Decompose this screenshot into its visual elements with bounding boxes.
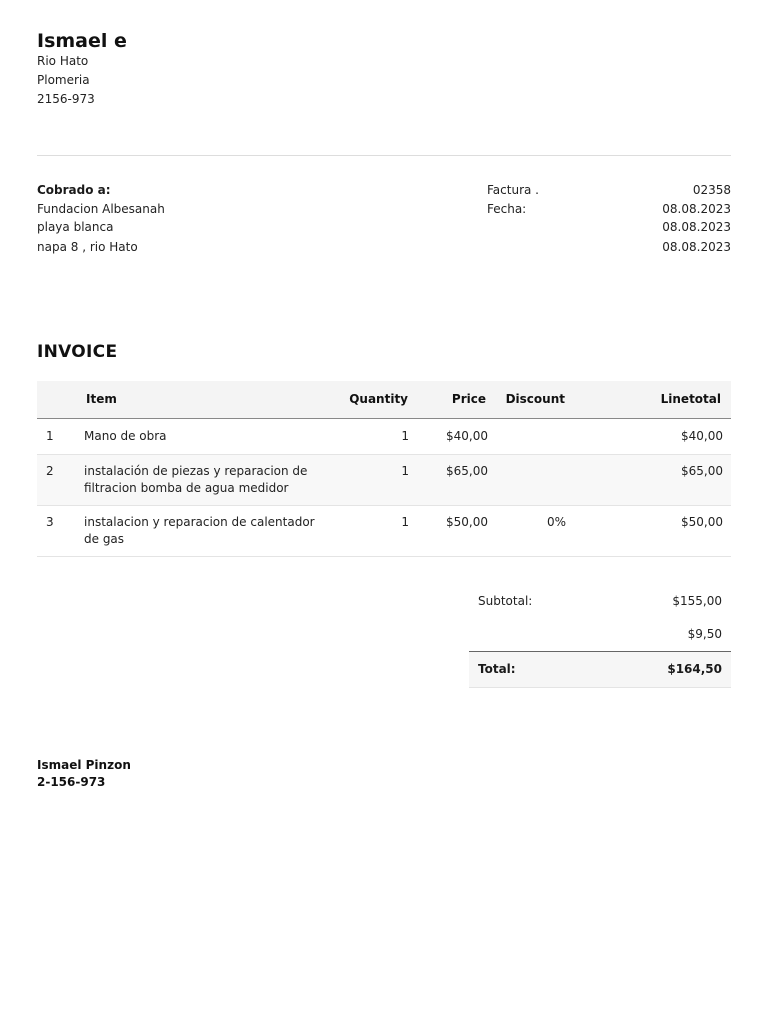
table-row (37, 506, 731, 557)
billed-to-name: Fundacion Albesanah (37, 202, 165, 216)
row-price: $65,00 (446, 464, 488, 478)
row-price: $40,00 (446, 429, 488, 443)
header-discount: Discount (505, 392, 565, 406)
row-linetotal: $65,00 (681, 464, 723, 478)
sender-name: Ismael e (37, 30, 127, 52)
items-table-header (37, 381, 731, 419)
invoice-page (37, 0, 731, 1024)
row-linetotal: $50,00 (681, 515, 723, 529)
row-quantity: 1 (401, 464, 409, 478)
total-label: Total: (478, 662, 516, 676)
header-item: Item (86, 392, 117, 406)
sender-phone: 2156-973 (37, 92, 95, 106)
row-number: 2 (46, 464, 54, 478)
billed-to-address-1: playa blanca (37, 220, 114, 234)
sender-trade: Plomeria (37, 73, 90, 87)
row-number: 3 (46, 515, 54, 529)
invoice-date-3: 08.08.2023 (662, 240, 731, 254)
row-item: Mano de obra (84, 429, 167, 443)
header-quantity: Quantity (349, 392, 408, 406)
sender-address: Rio Hato (37, 54, 89, 68)
signature-name: Ismael Pinzon (37, 758, 131, 772)
subtotal-value: $155,00 (672, 594, 722, 608)
row-quantity: 1 (401, 429, 409, 443)
invoice-title: INVOICE (37, 342, 118, 362)
row-discount: 0% (546, 515, 566, 529)
row-price: $50,00 (446, 515, 488, 529)
row-item: instalación de piezas y reparacion de filtracion bomba de agua medidor (84, 464, 308, 495)
row-number: 1 (46, 429, 54, 443)
billed-to-address-2: napa 8 , rio Hato (37, 240, 138, 254)
header-divider (37, 155, 731, 156)
signature-id: 2-156-973 (37, 775, 106, 789)
table-row (37, 419, 731, 455)
tax-value: $9,50 (687, 627, 722, 641)
billed-to-label: Cobrado a: (37, 183, 111, 197)
invoice-number: 02358 (692, 183, 731, 197)
header-linetotal: Linetotal (660, 392, 721, 406)
invoice-number-label: Factura . (487, 183, 539, 197)
row-quantity: 1 (401, 515, 409, 529)
row-item: instalacion y reparacion de calentador de gas (84, 515, 315, 546)
table-row (37, 455, 731, 506)
header-price: Price (451, 392, 486, 406)
total-value: $164,50 (667, 662, 722, 676)
row-linetotal: $40,00 (681, 429, 723, 443)
subtotal-label: Subtotal: (478, 594, 533, 608)
invoice-date: 08.08.2023 (662, 202, 731, 216)
total-row (469, 651, 731, 688)
date-label: Fecha: (487, 202, 527, 216)
invoice-date-2: 08.08.2023 (662, 220, 731, 234)
